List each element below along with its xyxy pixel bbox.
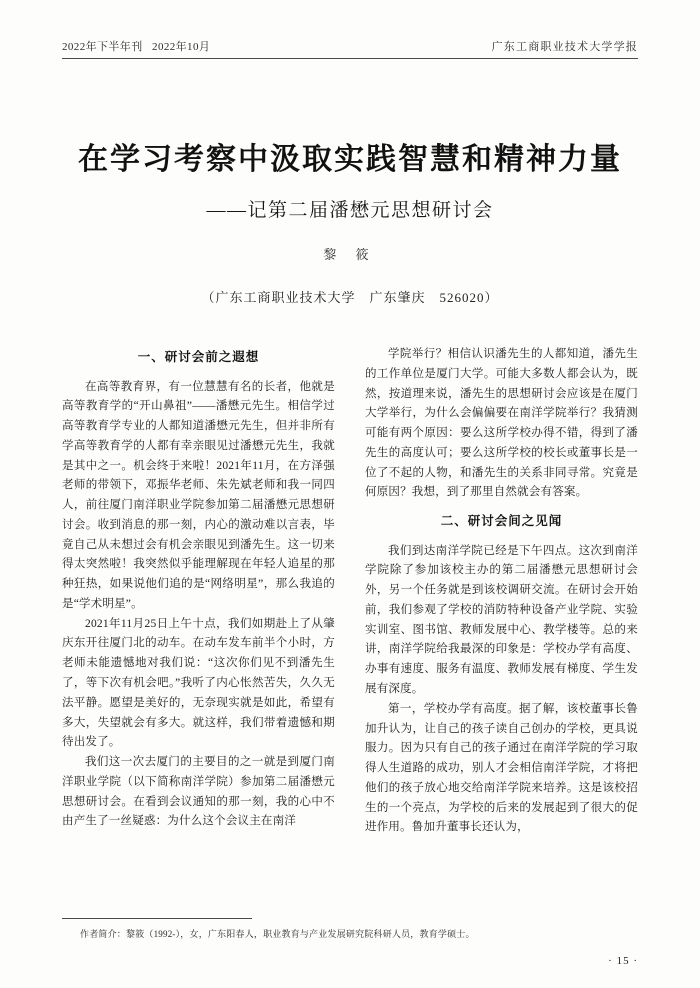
paragraph: 第一，学校办学有高度。据了解，该校董事长鲁加升认为，让自己的孩子读自己创办的学校，更具说服力。因为只有自己的孩子通过在南洋学院的学习取得人生道路的成功，别人才会相信南洋学院，才将把他们的孩子放心地交给南洋学院来培养。这是该校招生的一个亮点，为学校的后来的发展起到了很大的促进作用。鲁加升董事长还认为， [365,702,638,834]
paragraph: 我们到达南洋学院已经是下午四点。这次到南洋学院除了参加该校主办的第二届潘懋元思想研讨会外，另一个任务就是到该校调研交流。在研讨会开始前，我们参观了学校的消防特种设备产业学院、实验实训室、图书馆、教师发展中心、教学楼等。总的来讲，南洋学院给我最深的印象是：学校办学有高度、办事有速度、服务有温度、教师发展有梯度、学生发展有深度。 [365,544,638,695]
author-name: 黎 筱 [323,247,377,262]
section-heading-two: 二、研讨会间之见闻 [440,514,563,529]
header-divider [62,58,638,59]
page-title: 在学习考察中汲取实践智慧和精神力量 [78,143,622,176]
page-header [62,38,638,54]
section-heading-one: 一、研讨会前之遐想 [137,350,260,364]
paragraph: 2021年11月25日上午十点，我们如期赴上了从肇庆东开往厦门北的动车。在动车发车前半个小时，方老师未能遗憾地对我们说：“这次你们见不到潘先生了，等下次有机会吧。”我听了内心怅然苦失，久久无法平静。愿望是美好的，无奈现实就是如此，希望有多大，失望就会有多大。就这样，我们带着遗憾和期待出发了。 [62,617,335,749]
column-right [365,345,638,905]
article-body [62,345,638,905]
paragraph: 在高等教育界，有一位慧慧有名的长者，他就是高等教育学的“开山鼻祖”——潘懋元先生。相信学过高等教育学专业的人都知道潘懋元先生，但并非所有学高等教育学的人都有幸亲眼见过潘懋元先生，我就是其中之一。机会终于来啦！2021年11月，在方泽强老师的带领下，邓振华老师、朱先斌老师和我一同四人，前往厦门南洋职业学院参加第二届潘懋元思想研讨会。收到消息的那一刻，内心的激动难以言表，毕竟自己从未想过会有机会亲眼见到潘先生。这一切来得太突然啦！我突然似乎能理解现在年轻人追星的那种狂热，如果说他们追的是“网络明星”，那么我追的是“学术明星”。 [62,380,335,610]
header-issue-info: 2022年下半年刊 2022年10月 [62,41,211,53]
author-bio-footnote: 作者简介：黎筱（1992-），女，广东阳春人，职业教育与产业发展研究院科研人员，教育学硕士。 [80,929,475,939]
author-affiliation: （广东工商职业技术大学 广东肇庆 526020） [201,290,499,305]
paragraph: 我们这一次去厦门的主要目的之一就是到厦门南洋职业学院（以下简称南洋学院）参加第二届潘懋元思想研讨会。在看到会议通知的那一刻，我的心中不由产生了一丝疑惑：为什么这个会议主在南洋 [62,756,335,828]
page-subtitle: ——记第二届潘懋元思想研讨会 [206,200,494,221]
paragraph: 学院举行？相信认识潘先生的人都知道，潘先生的工作单位是厦门大学。可能大多数人都会认为，既然，按道理来说，潘先生的思想研讨会应该是在厦门大学举行，为什么会偏偏要在南洋学院举行？我猜测可能有两个原因：要么这所学校办得不错，得到了潘先生的高度认可；要么这所学校的校长或董事长是一位了不起的人物，和潘先生的关系非同寻常。究竟是何原因？我想，到了那里自然就会有答案。 [365,348,638,499]
title-block [50,140,650,306]
header-journal-name: 广东工商职业技术大学学报 [491,41,638,53]
footnote-divider [62,918,252,919]
column-left [62,345,335,905]
page-number: · 15 · [608,955,638,967]
